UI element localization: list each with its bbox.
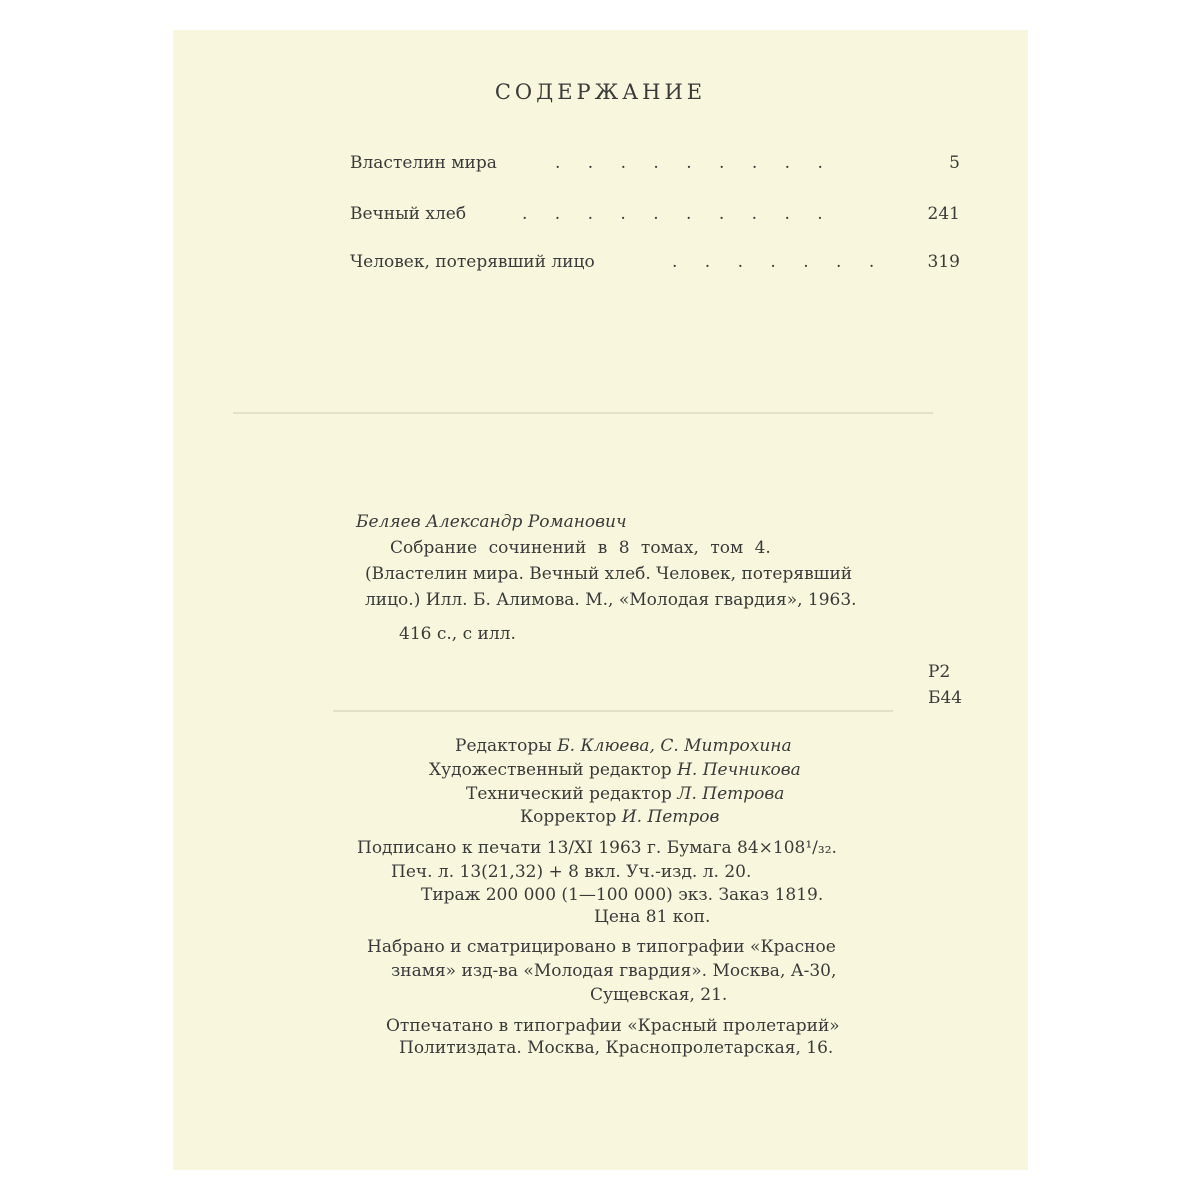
paper-smudge: [233, 412, 933, 414]
credits-name: Б. Клюева, С. Митрохина: [557, 736, 792, 756]
typeset-line: Сущевская, 21.: [590, 985, 728, 1005]
credits-label: Редакторы: [455, 736, 552, 756]
imprint-line: Тираж 200 000 (1—100 000) экз. Заказ 1819.: [421, 885, 824, 905]
typeset-line: Набрано и сматрицировано в типографии «Красное: [367, 937, 836, 957]
toc-entry-page: 5: [949, 153, 960, 173]
catalog-line: (Властелин мира. Вечный хлеб. Человек, потерявший: [365, 564, 853, 584]
book-page: [173, 30, 1028, 1170]
imprint-line: Печ. л. 13(21,32) + 8 вкл. Уч.-изд. л. 20.: [391, 862, 752, 882]
credits-name: Н. Печникова: [677, 760, 801, 780]
paper-smudge: [333, 710, 893, 712]
catalog-line: 416 с., с илл.: [399, 624, 516, 644]
toc-entry-page: 319: [927, 252, 960, 272]
credits-label: Технический редактор: [466, 784, 672, 804]
toc-entry-title: Вечный хлеб: [350, 204, 467, 224]
toc-entry-title: Человек, потерявший лицо: [350, 252, 595, 272]
contents-heading: СОДЕРЖАНИЕ: [494, 80, 707, 104]
toc-leader-dots: . . . . . . . . . .: [522, 204, 834, 224]
imprint-line: Цена 81 коп.: [594, 907, 711, 927]
toc-entry-title: Властелин мира: [350, 153, 497, 173]
catalog-line: Собрание сочинений в 8 томах, том 4.: [390, 538, 771, 558]
credits-label: Корректор: [520, 807, 617, 827]
credits-name: Л. Петрова: [677, 784, 785, 804]
catalog-index: Б44: [928, 688, 963, 708]
credits-name: И. Петров: [621, 807, 720, 827]
catalog-index: Р2: [928, 662, 951, 682]
toc-entry: [350, 246, 960, 272]
credits-tech-editor: [466, 784, 784, 804]
toc-entry: [350, 147, 960, 173]
printed-line: Политиздата. Москва, Краснопролетарская, 16.: [399, 1038, 834, 1058]
toc-entry: [350, 198, 960, 224]
credits-editors: [455, 736, 792, 756]
imprint-line: Подписано к печати 13/XI 1963 г. Бумага 84×108¹/₃₂.: [357, 838, 837, 858]
credits-corrector: [520, 807, 719, 827]
toc-entry-page: 241: [927, 204, 960, 224]
catalog-line: лицо.) Илл. Б. Алимова. М., «Молодая гвардия», 1963.: [365, 590, 857, 610]
catalog-author: Беляев Александр Романович: [356, 512, 627, 532]
credits-art-editor: [429, 760, 801, 780]
toc-leader-dots: . . . . . . . . .: [555, 153, 834, 173]
credits-label: Художественный редактор: [429, 760, 672, 780]
toc-leader-dots: . . . . . . .: [672, 252, 886, 272]
typeset-line: знамя» изд-ва «Молодая гвардия». Москва, А-30,: [391, 961, 837, 981]
printed-line: Отпечатано в типографии «Красный пролетарий»: [386, 1016, 840, 1036]
